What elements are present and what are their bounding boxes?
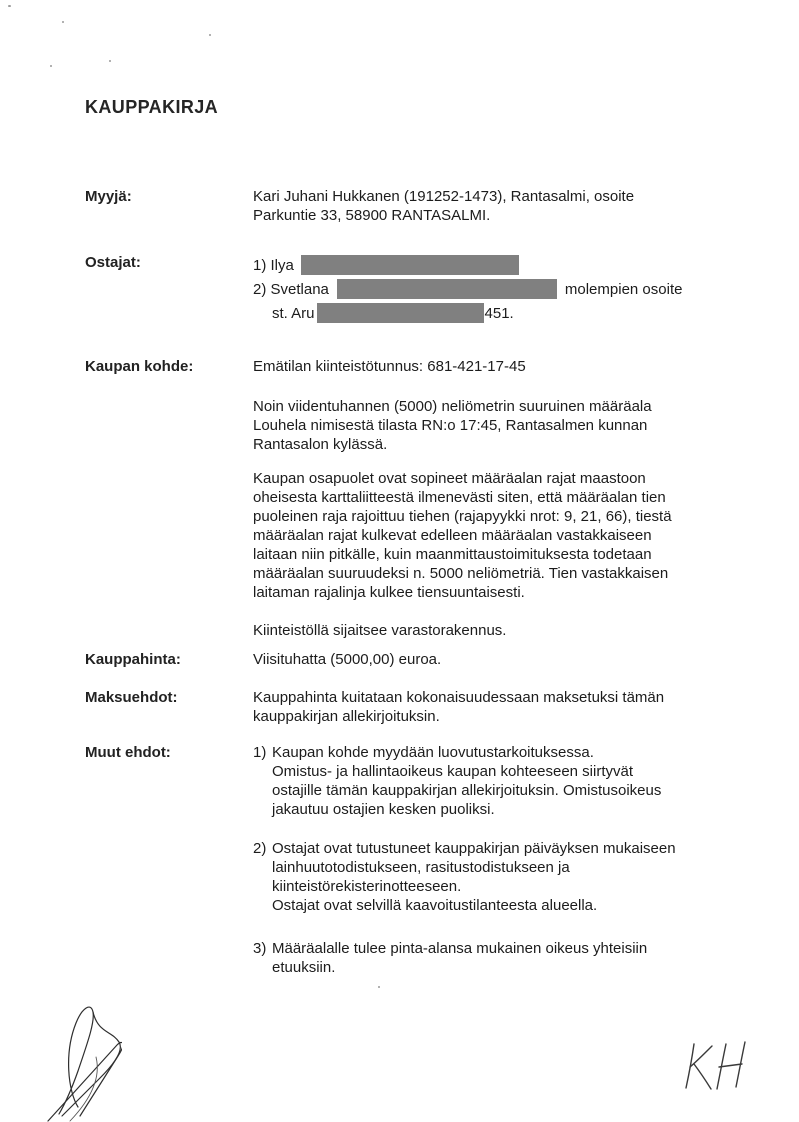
- price-text: Viisituhatta (5000,00) euroa.: [253, 651, 442, 668]
- term-item-3: [253, 939, 759, 977]
- buyer-2-suffix: molempien osoite: [564, 280, 683, 298]
- text-line: oheisesta karttaliitteestä ilmenevästi siten, että määräalan tien: [253, 489, 666, 506]
- section-subject: [85, 357, 759, 640]
- price-label: Kauppahinta:: [85, 651, 181, 668]
- scan-speck: [8, 5, 11, 7]
- term-2-text: [272, 839, 759, 915]
- payment-text: [253, 688, 759, 726]
- text-line: Rantasalon kylässä.: [253, 436, 388, 453]
- buyers-label: Ostajat:: [85, 254, 141, 271]
- subject-label: Kaupan kohde:: [85, 358, 194, 375]
- text-line: laitaan niin pitkälle, kuin maanmittaustoimituksesta todetaan: [253, 546, 652, 563]
- term-item-1: [253, 743, 759, 819]
- term-3-number: 3): [253, 940, 267, 957]
- other-terms-label: Muut ehdot:: [85, 744, 171, 761]
- text-line: Kaupan osapuolet ovat sopineet määräalan rajat maastoon: [253, 470, 646, 487]
- text-line: määräalan rajat kulkevat edelleen määräalan vastakkaiseen: [253, 527, 652, 544]
- text-line: Kauppahinta kuitataan kokonaisuudessaan maksetuksi tämän: [253, 689, 665, 706]
- handwritten-initials-kh: [682, 1038, 750, 1094]
- text-line: puoleinen raja rajoittuu tiehen (rajapyykki nrot: 9, 21, 66), tiestä: [253, 508, 672, 525]
- text-line: jakautuu ostajien kesken puoliksi.: [272, 801, 495, 818]
- buyers-text: [253, 253, 759, 325]
- subject-paragraph-2: [253, 397, 759, 454]
- section-other-terms: [85, 743, 759, 977]
- subject-text: [253, 357, 759, 640]
- buyer-line-2: [253, 277, 759, 301]
- text-line: Ostajat ovat tutustuneet kauppakirjan päiväyksen mukaiseen: [272, 840, 676, 857]
- text-line: etuuksiin.: [272, 959, 336, 976]
- text-line: Parkuntie 33, 58900 RANTASALMI.: [253, 207, 491, 224]
- scan-speck: [50, 65, 52, 67]
- buyer-address-prefix: st. Aru: [272, 304, 315, 322]
- section-payment: [85, 688, 759, 726]
- text-line: Ostajat ovat selvillä kaavoitustilanteesta alueella.: [272, 897, 598, 914]
- subject-paragraph-3: [253, 469, 759, 602]
- text-line: lainhuutotodistukseen, rasitustodistukseen ja: [272, 859, 570, 876]
- buyer-address-suffix: 451.: [484, 304, 514, 322]
- text-line: Louhela nimisestä tilasta RN:o 17:45, Rantasalmen kunnan: [253, 417, 648, 434]
- scan-speck: [209, 34, 211, 36]
- buyer-1-name: 1) Ilya: [253, 256, 294, 274]
- redaction-bar: [301, 255, 519, 275]
- text-line: Omistus- ja hallintaoikeus kaupan kohteeseen siirtyvät: [272, 763, 634, 780]
- text-line: Kaupan kohde myydään luovutustarkoituksessa.: [272, 744, 594, 761]
- term-3-text: [272, 939, 759, 977]
- payment-label: Maksuehdot:: [85, 689, 178, 706]
- buyer-2-name: 2) Svetlana: [253, 280, 329, 298]
- term-item-2: [253, 839, 759, 915]
- seller-label: Myyjä:: [85, 188, 132, 205]
- property-id: Emätilan kiinteistötunnus: 681-421-17-45: [253, 358, 526, 375]
- seller-text: [253, 187, 759, 225]
- text-line: laitaman rajalinja kulkee tiensuuntaisesti.: [253, 584, 525, 601]
- text-line: Määräalalle tulee pinta-alansa mukainen oikeus yhteisiin: [272, 940, 648, 957]
- section-buyers: [85, 253, 759, 325]
- text-line: määräalan suuruudeksi n. 5000 neliömetriä. Tien vastakkaisen: [253, 565, 669, 582]
- scan-speck: [109, 60, 111, 62]
- section-price: [85, 650, 759, 669]
- other-terms-text: [253, 743, 759, 977]
- term-2-number: 2): [253, 840, 267, 857]
- buyer-line-3: [253, 301, 759, 325]
- text-line: kiinteistörekisterinotteeseen.: [272, 878, 462, 895]
- scan-speck: [378, 986, 380, 988]
- redaction-bar: [317, 303, 484, 323]
- text-line: kauppakirjan allekirjoituksin.: [253, 708, 440, 725]
- buyer-line-1: [253, 253, 759, 277]
- handwritten-signature: [22, 995, 122, 1122]
- subject-paragraph-4: Kiinteistöllä sijaitsee varastorakennus.: [253, 622, 507, 639]
- text-line: Noin viidentuhannen (5000) neliömetrin suuruinen määräala: [253, 398, 652, 415]
- term-1-text: [272, 743, 759, 819]
- term-1-number: 1): [253, 744, 267, 761]
- document-title: KAUPPAKIRJA: [85, 97, 219, 117]
- section-seller: [85, 187, 759, 225]
- scan-speck: [62, 21, 64, 23]
- text-line: Kari Juhani Hukkanen (191252-1473), Rantasalmi, osoite: [253, 188, 635, 205]
- text-line: ostajille tämän kauppakirjan allekirjoituksin. Omistusoikeus: [272, 782, 662, 799]
- redaction-bar: [337, 279, 557, 299]
